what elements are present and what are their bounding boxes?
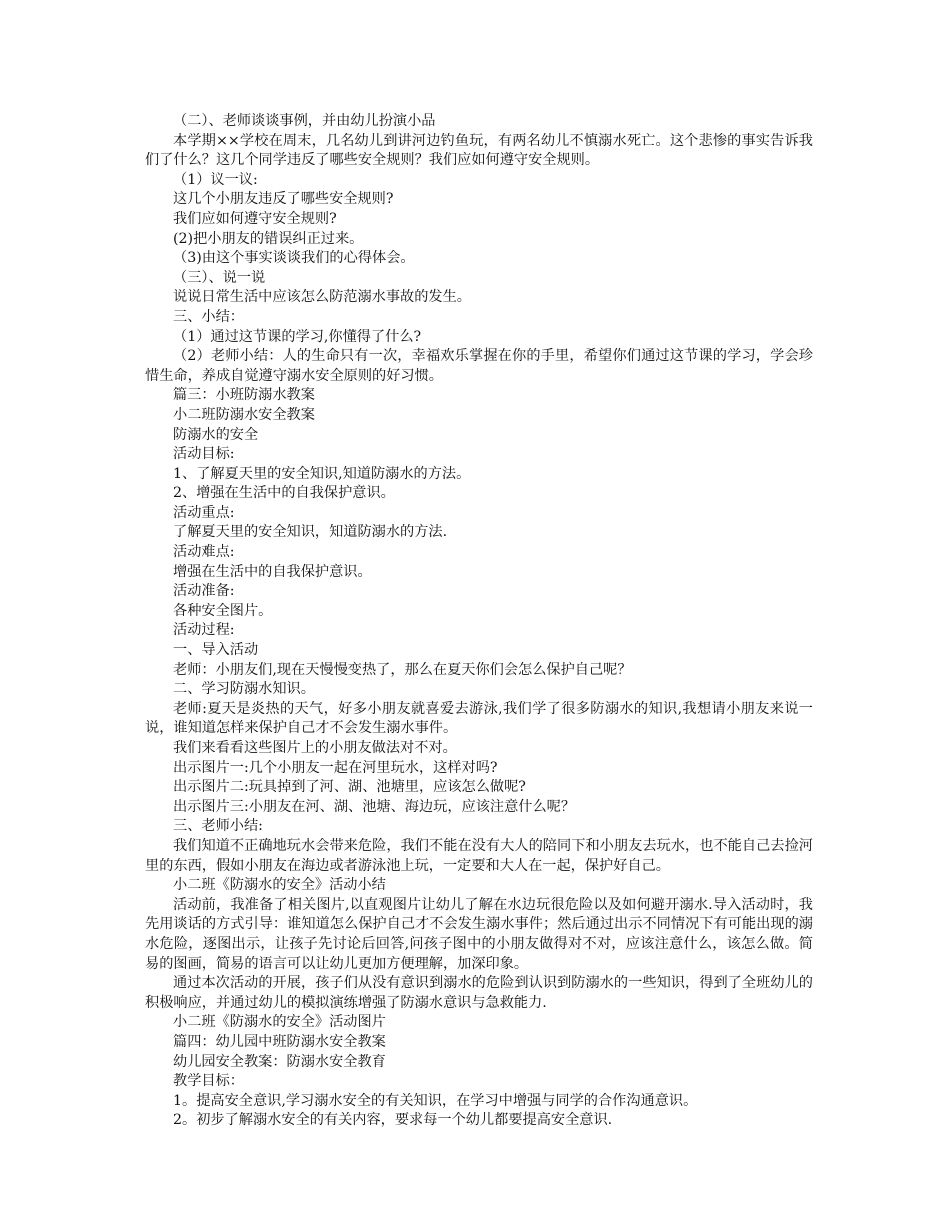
paragraph: 本学期××学校在周末，几名幼儿到讲河边钓鱼玩，有两名幼儿不慎溺水死亡。这个悲惨的事实告诉我们了什么？这几个同学违反了哪些安全规则？我们应如何遵守安全规则。 — [145, 132, 813, 169]
paragraph: 篇四：幼儿园中班防溺水安全教案 — [173, 1033, 386, 1050]
paragraph: 活动准备: — [173, 583, 235, 600]
paragraph: 活动目标: — [173, 446, 235, 463]
paragraph: 这几个小朋友违反了哪些安全规则? — [173, 191, 394, 208]
paragraph: （2）老师小结：人的生命只有一次，幸福欢乐掌握在你的手里，希望你们通过这节课的学习，学会珍惜生命，养成自觉遵守溺水安全原则的好习惯。 — [145, 348, 813, 384]
paragraph: 1、了解夏天里的安全知识,知道防溺水的方法。 — [173, 465, 471, 482]
paragraph: 了解夏天里的安全知识，知道防溺水的方法. — [173, 524, 448, 541]
paragraph: 二、学习防溺水知识。 — [173, 681, 315, 698]
paragraph: 一、导入活动 — [173, 642, 259, 659]
paragraph: 小二班《防溺水的安全》活动图片 — [173, 1014, 386, 1031]
paragraph: 幼儿园安全教案：防溺水安全教育 — [173, 1053, 386, 1070]
paragraph: 三、小结： — [173, 308, 244, 325]
paragraph: 老师:夏天是炎热的天气，好多小朋友就喜爱去游泳,我们学了很多防溺水的知识,我想请小朋友来说一说，谁知道怎样来保护自己才不会发生溺水事件。 — [145, 700, 813, 737]
paragraph: 说说日常生活中应该怎么防范溺水事故的发生。 — [173, 289, 471, 306]
paragraph: 出示图片二:玩具掉到了河、湖、池塘里，应该怎么做呢? — [173, 779, 526, 796]
paragraph: (2)把小朋友的错误纠正过来。 — [173, 230, 364, 247]
paragraph: （1）议一议: — [173, 171, 258, 188]
paragraph: 老师：小朋友们,现在天慢慢变热了，那么在夏天你们会怎么保护自己呢？ — [173, 661, 632, 678]
paragraph: 教学目标： — [173, 1073, 244, 1090]
paragraph: 防溺水的安全 — [173, 426, 259, 443]
document-body — [145, 112, 813, 1131]
paragraph: （1）通过这节课的学习,你懂得了什么? — [173, 328, 422, 345]
paragraph: 我们知道不正确地玩水会带来危险，我们不能在没有大人的陪同下和小朋友去玩水，也不能自己去捡河里的东西，假如小朋友在海边或者游泳池上玩，一定要和大人在一起，保护好自己。 — [145, 837, 813, 874]
paragraph: 出示图片一:几个小朋友一起在河里玩水，这样对吗? — [173, 759, 498, 776]
paragraph: 增强在生活中的自我保护意识。 — [173, 563, 372, 580]
paragraph: （二）、老师谈谈事例，并由幼儿扮演小品 — [173, 113, 436, 129]
paragraph: 2。初步了解溺水安全的有关内容，要求每一个幼儿都要提高安全意识. — [173, 1112, 613, 1129]
paragraph: 活动重点: — [173, 504, 235, 521]
paragraph: 2、增强在生活中的自我保护意识。 — [173, 485, 395, 502]
paragraph: 小二班防溺水安全教案 — [173, 406, 315, 423]
paragraph: （3)由这个事实谈谈我们的心得体会。 — [173, 250, 415, 267]
paragraph: 小二班《防溺水的安全》活动小结 — [173, 877, 386, 894]
paragraph: 我们来看看这些图片上的小朋友做法对不对。 — [173, 740, 457, 756]
paragraph: 1。提高安全意识,学习溺水安全的有关知识，在学习中增强与同学的合作沟通意识。 — [173, 1092, 698, 1109]
paragraph: 我们应如何遵守安全规则? — [173, 210, 337, 227]
paragraph: 出示图片三:小朋友在河、湖、池塘、海边玩，应该注意什么呢？ — [173, 798, 576, 815]
paragraph: 活动过程: — [173, 622, 235, 639]
paragraph: 活动难点: — [173, 544, 235, 561]
paragraph: （三）、说一说 — [173, 269, 266, 286]
paragraph: 各种安全图片。 — [173, 602, 273, 619]
paragraph: 通过本次活动的开展，孩子们从没有意识到溺水的危险到认识到防溺水的一些知识，得到了全班幼儿的积极响应，并通过幼儿的模拟演练增强了防溺水意识与急救能力. — [145, 975, 813, 1011]
paragraph: 三、老师小结: — [173, 818, 263, 835]
paragraph: 活动前，我准备了相关图片,以直观图片让幼儿了解在水边玩很危险以及如何避开溺水.导入活动时，我先用谈话的方式引导：谁知道怎么保护自己才不会发生溺水事件；然后通过出示不同情况下有可能出现的溺水危险，逐图出示，让孩子先讨论后回答,问孩子图中的小朋友做得对不对，应该注意什么，该怎么做。简易的图画，简易的语言可以让幼儿更加方便理解，加深印象。 — [145, 896, 813, 972]
paragraph: 篇三：小班防溺水教案 — [173, 387, 315, 404]
